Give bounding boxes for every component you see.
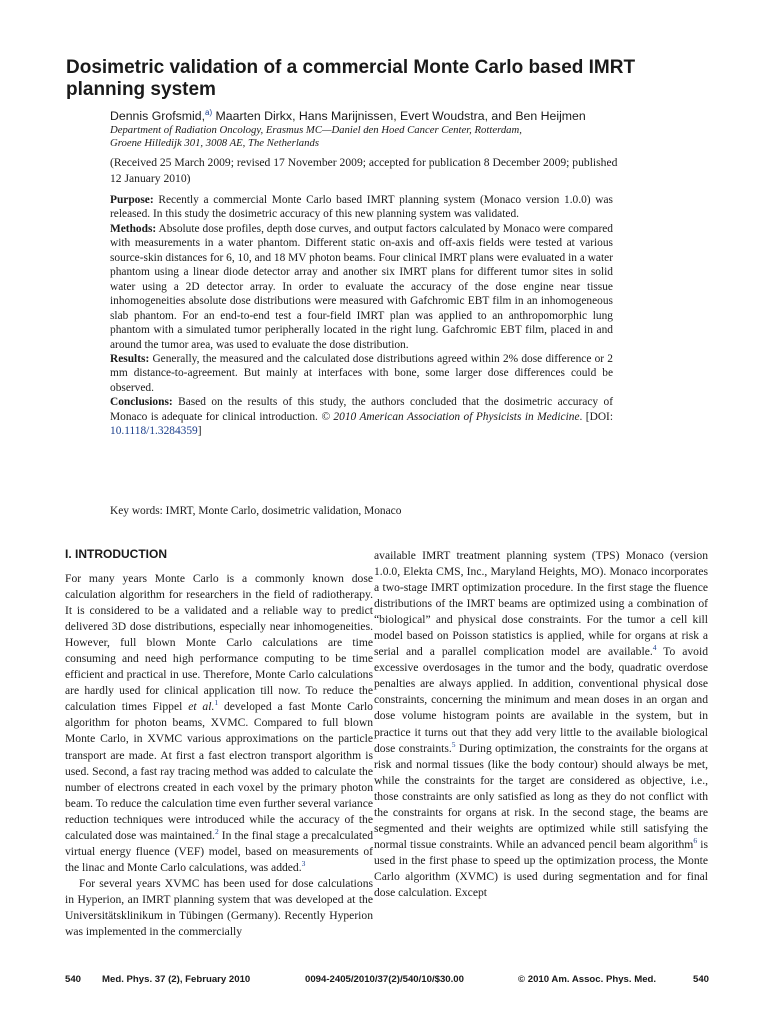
page-number-left: 540 [65, 974, 82, 985]
abstract-purpose [110, 193, 613, 222]
reference-link[interactable]: 5 [451, 739, 456, 749]
intro-paragraph-1 [65, 571, 373, 876]
affiliation [110, 124, 670, 150]
page-number-right: 540 [692, 974, 709, 985]
doi-prefix: . [DOI: [579, 410, 614, 423]
intro-text: available IMRT treatment planning system (TPS) Monaco (version 1.0.0, Elekta CMS, Inc., Maryland Heights, MO). Monaco incorporates a two-stage IMRT optimization procedure. In the first stage the fluence distributions of the IMRT beams are optimized using a combination of “biological” and physical dose constraints. For the tumor a cell kill model based on Poisson statistics is applied, while for organs at risk a serial and a parallel complication model are available. [374, 549, 708, 659]
conclusions-label: Conclusions: [110, 396, 173, 409]
intro-text: is used in the first phase to speed up the optimization process, the Monte Carlo algorithm (XVMC) is used during segmentation and for final dose calculation. Except [374, 837, 708, 899]
intro-text: developed a fast Monte Carlo algorithm for photon beams, XVMC. Compared to full blown Monte Carlo, in XVMC various approximations on the particle transport are made. At first a fast electron transport algorithm is used. Second, a fast ray tracing method was added to calculate the number of electrons created in each voxel by the primary photon beam. To reduce the calculation time even further several variance reduction techniques were introduced while the accuracy of the calculated dose was maintained. [65, 700, 373, 842]
intro-text: During optimization, the constraints for the organs at risk and normal tissues (like the body contour) should always be met, while the constraints for the target are considered as objective, i.e., those constraints are only satisfied as long as they do not conflict with the constraints for organs at risk. In the second stage, the beams are segmented and their weights are optimized while still satisfying the normal tissue constraints. While an advanced pencil beam algorithm [374, 741, 708, 851]
intro-paragraph-3 [374, 548, 708, 901]
right-column [374, 548, 708, 901]
intro-text: To avoid excessive overdosages in the tumor and the body, quadratic overdose penalties are always applied. In addition, conventional physical dose constraints, concerning the minimum and mean doses in an organ and dose volume histogram points are available in the system, but in practice it turns out that they add very little to the available biological dose constraints. [374, 645, 709, 755]
abstract-conclusions [110, 395, 613, 438]
abstract [110, 193, 613, 439]
intro-paragraph-2: For several years XVMC has been used for dose calculations in Hyperion, an IMRT planning system that was developed at the Universitätsklinikum in Tübingen (Germany). Recently Hyperion was implemented in the commercially [65, 876, 373, 939]
reference-link[interactable]: 1 [214, 698, 219, 708]
copyright-statement: © 2010 American Association of Physicists in Medicine [321, 410, 580, 423]
purpose-label: Purpose: [110, 194, 154, 206]
abstract-results [110, 352, 613, 395]
abstract-methods [110, 222, 613, 352]
footer-copyright: © 2010 Am. Assoc. Phys. Med. [518, 974, 657, 985]
intro-text: For many years Monte Carlo is a commonly known dose calculation algorithm for researchers in the field of radiotherapy. It is considered to be a validated and a reliable way to predict delivered 3D dose distributions, especially near inhomogeneities. However, full blown Monte Carlo calculations are time consuming and need high performance computing to be time efficient and practical in use. Therefore, Monte Carlo calculations are hardly used for clinical application till now. To reduce the calculation times Fippel [65, 572, 373, 714]
results-text: Generally, the measured and the calculated dose distributions agreed within 2% dose difference or 2 mm distance-to-agreement. But mainly at interfaces with bone, some larger dose differences could be observed. [110, 352, 613, 394]
doi-suffix: ] [197, 425, 202, 438]
methods-text: Absolute dose profiles, depth dose curves, and output factors calculated by Monaco were compared with measurements in a water phantom. Different static on-axis and off-axis fields were tested at various source-skin distances for 6, 10, and 18 MV photon beams. Four clinical IMRT plans were evaluated in a water phantom using a linear diode detector array and another six IMRT plans for different tumor sites in solid water using a 2D detector array. In order to evaluate the accuracy of the dose engine near tissue inhomogeneities absolute dose distributions were measured with Gafchromic EBT film in an inhomogeneous slab phantom. For an end-to-end test a four-field IMRT plan was applied to an anthropomorphic lung phantom with a simulated tumor peripherally located in the right lung. Gafchromic EBT film, placed in and around the tumor area, was used to evaluate the dose distribution. [110, 222, 613, 351]
page-footer [65, 974, 709, 990]
conclusions-text: Based on the results of this study, the authors concluded that the dosimetric accuracy of Monaco is adequate for clinical introduction. [110, 396, 613, 423]
affiliation-line-1: Department of Radiation Oncology, Erasmus MC—Daniel den Hoed Cancer Center, Rotterdam, [110, 124, 522, 136]
author-footnote-mark[interactable]: a) [205, 108, 213, 117]
keywords: Key words: IMRT, Monte Carlo, dosimetric validation, Monaco [110, 505, 402, 517]
reference-link[interactable]: 6 [693, 835, 698, 845]
purpose-text: Recently a commercial Monte Carlo based IMRT planning system (Monaco version 1.0.0) was released. In this study the dosimetric accuracy of this new planning system was validated. [110, 194, 613, 221]
reference-link[interactable]: 4 [652, 643, 657, 653]
reference-link[interactable]: 3 [301, 858, 306, 868]
et-al: et al. [188, 700, 215, 714]
section-heading-introduction: I. INTRODUCTION [65, 547, 167, 561]
other-authors: Maarten Dirkx, Hans Marijnissen, Evert Woudstra, and Ben Heijmen [212, 109, 586, 124]
article-code: 0094-2405/2010/37(2)/540/10/$30.00 [305, 974, 464, 985]
affiliation-line-2: Groene Hilledijk 301, 3008 AE, The Netherlands [110, 137, 319, 149]
results-label: Results: [110, 352, 150, 365]
received-dates: (Received 25 March 2009; revised 17 November 2009; accepted for publication 8 December 2009; published 12 January 2010) [110, 156, 618, 185]
author-list [110, 108, 586, 123]
paper-title: Dosimetric validation of a commercial Monte Carlo based IMRT planning system [66, 57, 636, 100]
methods-label: Methods: [110, 222, 157, 235]
intro-text: In the final stage a precalculated virtual energy fluence (VEF) model, based on measurements of the linac and Monte Carlo calculations, was added. [65, 828, 374, 874]
journal-citation: Med. Phys. 37 (2), February 2010 [102, 974, 251, 985]
first-author: Dennis Grofsmid, [110, 109, 205, 124]
left-column [65, 546, 373, 940]
reference-link[interactable]: 2 [214, 826, 219, 836]
doi-link[interactable]: 10.1118/1.3284359 [110, 425, 198, 438]
